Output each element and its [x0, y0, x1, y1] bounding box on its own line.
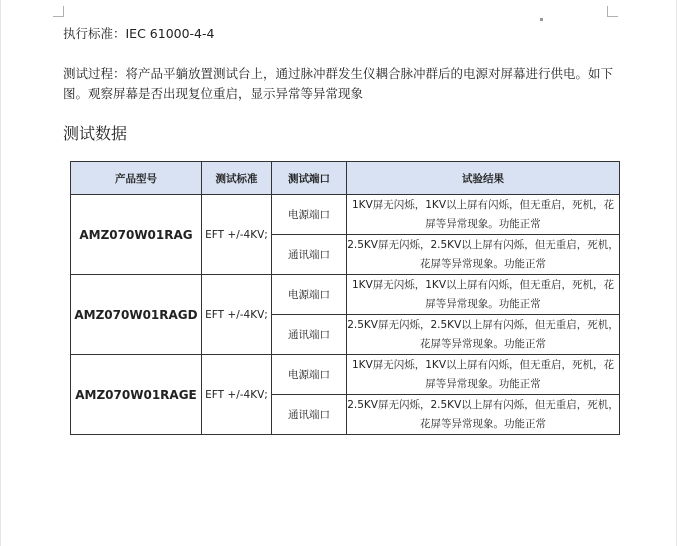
result-cell: 1KV屏无闪烁，1KV以上屏有闪烁，但无重启，死机，花屏等异常现象。功能正常	[347, 195, 620, 235]
table-row	[71, 355, 620, 395]
model-cell: AMZ070W01RAGE	[71, 355, 202, 435]
page-edge-left	[0, 0, 1, 546]
header-port: 测试端口	[272, 162, 347, 195]
port-cell: 电源端口	[272, 355, 347, 395]
standard-cell: EFT +/-4KV;	[202, 195, 272, 275]
header-model: 产品型号	[71, 162, 202, 195]
result-cell: 2.5KV屏无闪烁，2.5KV以上屏有闪烁，但无重启，死机，花屏等异常现象。功能正常	[347, 315, 620, 355]
test-results-table	[70, 161, 620, 435]
header-standard: 测试标准	[202, 162, 272, 195]
table-row	[71, 195, 620, 235]
section-title: 测试数据	[63, 124, 128, 143]
model-cell: AMZ070W01RAG	[71, 195, 202, 275]
result-cell: 2.5KV屏无闪烁，2.5KV以上屏有闪烁，但无重启，死机，花屏等异常现象。功能正常	[347, 395, 620, 435]
text-cursor-mark	[540, 18, 543, 21]
port-cell: 通讯端口	[272, 315, 347, 355]
header-result: 试验结果	[347, 162, 620, 195]
crop-mark-top-left	[53, 6, 64, 17]
port-cell: 通讯端口	[272, 395, 347, 435]
result-cell: 1KV屏无闪烁，1KV以上屏有闪烁，但无重启，死机，花屏等异常现象。功能正常	[347, 275, 620, 315]
port-cell: 电源端口	[272, 275, 347, 315]
process-paragraph-line-2: 图。观察屏幕是否出现复位重启，显示异常等异常现象	[63, 86, 364, 101]
result-cell: 2.5KV屏无闪烁，2.5KV以上屏有闪烁，但无重启，死机，花屏等异常现象。功能正常	[347, 235, 620, 275]
model-cell: AMZ070W01RAGD	[71, 275, 202, 355]
table-row	[71, 275, 620, 315]
crop-mark-top-right	[607, 6, 618, 17]
port-cell: 通讯端口	[272, 235, 347, 275]
table-header-row	[71, 162, 620, 195]
standard-cell: EFT +/-4KV;	[202, 355, 272, 435]
standard-cell: EFT +/-4KV;	[202, 275, 272, 355]
result-cell: 1KV屏无闪烁，1KV以上屏有闪烁，但无重启，死机，花屏等异常现象。功能正常	[347, 355, 620, 395]
standard-paragraph: 执行标准：IEC 61000-4-4	[63, 26, 215, 41]
port-cell: 电源端口	[272, 195, 347, 235]
process-paragraph-line-1: 测试过程：将产品平躺放置测试台上，通过脉冲群发生仪耦合脉冲群后的电源对屏幕进行供电。如下	[63, 66, 614, 81]
